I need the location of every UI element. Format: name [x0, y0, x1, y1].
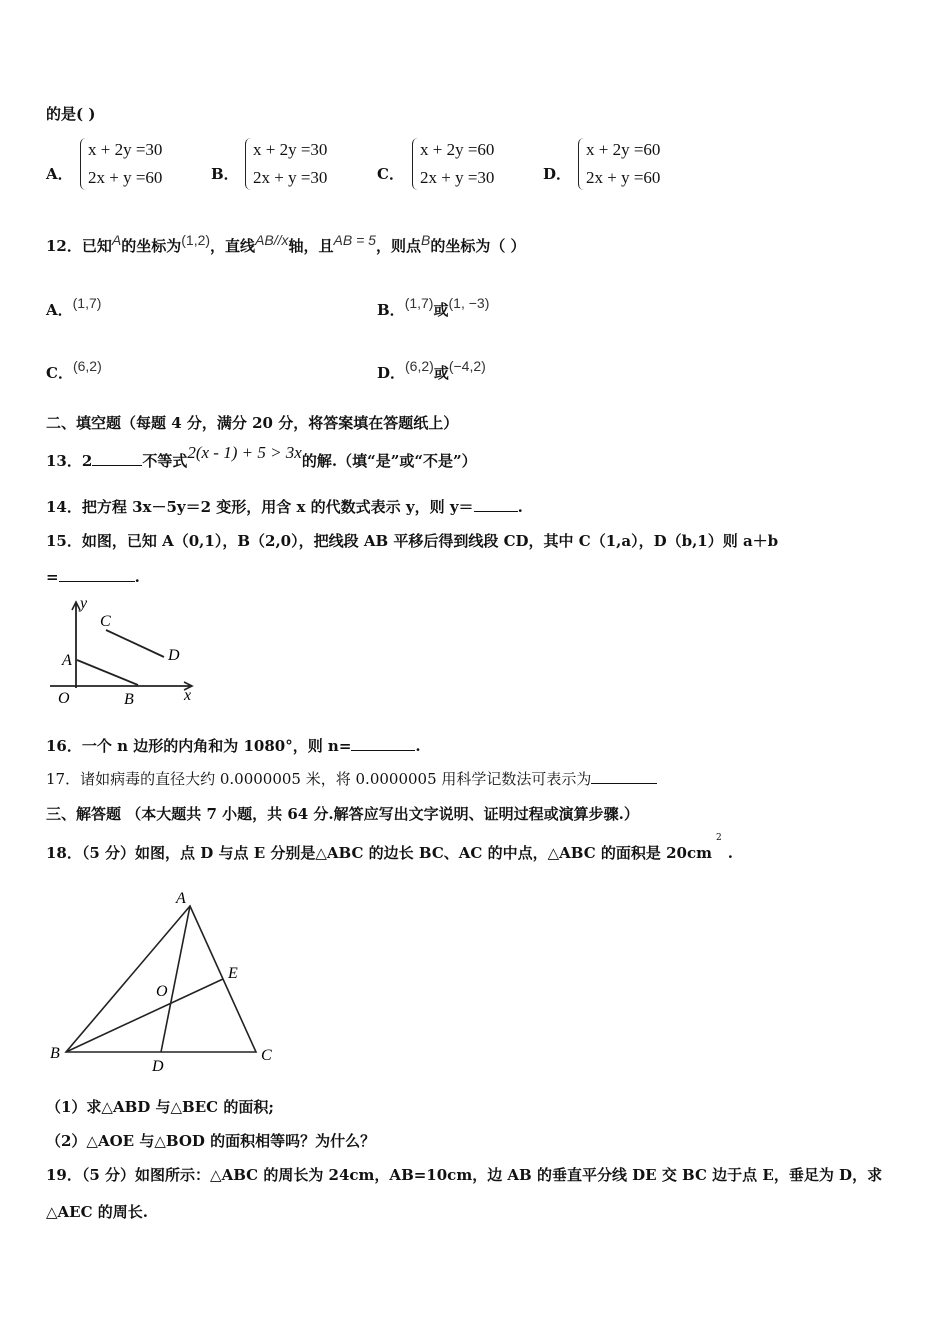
q15-label-o: O: [58, 690, 70, 707]
q12-option-d-coord2: (−4,2): [448, 358, 486, 374]
q18-part-2: （2）△AOE 与△BOD 的面积相等吗？为什么？: [46, 1132, 376, 1150]
q12-option-d-or: 或: [433, 364, 449, 382]
q16-end: .: [415, 737, 421, 755]
q11-option-c-eq2: 2x + y =30: [420, 168, 495, 187]
q12-option-a-label: A．: [46, 301, 73, 319]
q15-figure: [44, 596, 204, 708]
q13-num: 13．: [46, 452, 82, 470]
q12-t6: 的坐标为（ ）: [430, 237, 526, 255]
q18-label-o: O: [156, 983, 168, 1000]
q15-eq-sign: =: [46, 568, 59, 586]
q12-point-a: A: [111, 232, 122, 248]
q12-point-b: B: [420, 232, 431, 248]
q18-median-be: [66, 979, 223, 1052]
q11-option-d-brace: [578, 138, 585, 190]
q15-label-a: A: [62, 652, 72, 669]
q14-end: .: [517, 498, 523, 516]
q18-text: 18．（5 分）如图，点 D 与点 E 分别是△ABC 的边长 BC、AC 的中点，△ABC 的面积是 20cm: [46, 844, 712, 862]
q12-option-b-coord2: (1, −3): [448, 295, 490, 311]
q17-blank[interactable]: [591, 769, 657, 784]
q12-num: 12．: [46, 237, 82, 255]
q13-t1: 不等式: [142, 452, 188, 470]
q15-label-d: D: [168, 647, 180, 664]
q12-t3: ，直线: [210, 237, 256, 255]
q14: [46, 496, 523, 517]
q11-option-a-label: A．: [46, 165, 73, 183]
q14-text: 14．把方程 3x－5y＝2 变形，用含 x 的代数式表示 y，则 y＝: [46, 498, 474, 516]
q12-option-c: [46, 358, 102, 383]
q12-option-d-label: D．: [377, 364, 406, 382]
q11-option-a-eq2: 2x + y =60: [88, 168, 163, 187]
q11-stem-end: 的是( ): [46, 105, 96, 123]
q15-segment-cd: [106, 630, 164, 657]
section-3-heading: 三、解答题 （本大题共 7 小题，共 64 分.解答应写出文字说明、证明过程或演算步骤.）: [46, 805, 639, 823]
q19-line-1: 19．（5 分）如图所示：△ABC 的周长为 24cm，AB=10cm，边 AB 的垂直平分线 DE 交 BC 边于点 E，垂足为 D，求: [46, 1166, 883, 1184]
q15-segment-ab: [77, 660, 138, 685]
q11-option-d-label: D．: [543, 165, 572, 183]
q18-end: .: [727, 844, 733, 862]
q18-label-a: A: [176, 890, 186, 907]
q12-option-c-label: C．: [46, 364, 73, 382]
q15-text: 15．如图，已知 A（0,1），B（2,0），把线段 AB 平移后得到线段 CD，其中 C（1,a），D（b,1）则 a＋b: [46, 532, 779, 550]
q12-t5: ，则点: [375, 237, 421, 255]
q13-inequality: 2(x - 1) + 5 > 3x: [187, 443, 302, 462]
q11-option-c-label: C．: [377, 165, 404, 183]
q15-end: .: [134, 568, 140, 586]
q11-option-b-eq2: 2x + y =30: [253, 168, 328, 187]
q15-blank[interactable]: [59, 567, 135, 582]
q11-option-d-eq2: 2x + y =60: [586, 168, 661, 187]
q16: [46, 735, 421, 756]
q15-label-c: C: [100, 613, 111, 630]
q18-label-e: E: [228, 965, 238, 982]
q12-t2: 的坐标为: [121, 237, 182, 255]
q17-text: 17．诸如病毒的直径大约 0.0000005 米，将 0.0000005 用科学记数法可表示为: [46, 770, 592, 788]
q19-line-2: △AEC 的周长.: [46, 1203, 148, 1221]
q18-label-d: D: [152, 1058, 164, 1075]
q16-blank[interactable]: [351, 736, 415, 751]
q12-stem: [46, 232, 526, 256]
q12-length: AB = 5: [333, 232, 376, 248]
q17: [46, 768, 657, 789]
q15-label-b: B: [124, 691, 134, 708]
q11-option-d-eq1: x + 2y =60: [586, 140, 661, 159]
q18-label-c: C: [261, 1047, 272, 1064]
q12-option-d: [377, 358, 486, 383]
q12-option-b-coord1: (1,7): [404, 295, 434, 311]
q11-option-b-eq1: x + 2y =30: [253, 140, 328, 159]
q12-option-a-coord: (1,7): [72, 295, 102, 311]
q16-text: 16．一个 n 边形的内角和为 1080°，则 n=: [46, 737, 352, 755]
q14-blank[interactable]: [474, 497, 518, 512]
q12-parallel: AB//x: [255, 232, 289, 248]
q12-t4: 轴，且: [288, 237, 334, 255]
q12-point-a-coord: (1,2): [181, 232, 211, 248]
q12-option-a: [46, 295, 102, 320]
q18-median-ad: [161, 906, 190, 1052]
q12-option-b-label: B．: [377, 301, 405, 319]
q13-blank[interactable]: [92, 451, 142, 466]
q11-option-a-eq1: x + 2y =30: [88, 140, 163, 159]
q18-figure: [44, 888, 284, 1078]
q18-superscript: 2: [715, 833, 722, 843]
q11-option-b-label: B．: [211, 165, 239, 183]
q13-t2: 的解.（填“是”或“不是”）: [301, 452, 477, 470]
q12-option-b: [377, 295, 490, 320]
q12-option-b-or: 或: [433, 301, 449, 319]
q15-label-y: y: [80, 595, 88, 612]
q15-label-x: x: [184, 687, 192, 704]
q13: [46, 443, 477, 471]
q13-answer: 2: [81, 452, 93, 470]
q12-t1: 已知: [81, 237, 112, 255]
q15-line2: [46, 567, 140, 586]
q18-label-b: B: [50, 1045, 60, 1062]
q11-option-b-brace: [245, 138, 252, 190]
q11-option-c-brace: [412, 138, 419, 190]
q12-option-c-coord: (6,2): [72, 358, 102, 374]
q11-option-a-brace: [80, 138, 87, 190]
q11-option-c-eq1: x + 2y =60: [420, 140, 495, 159]
q12-option-d-coord1: (6,2): [405, 358, 434, 374]
q18: [46, 833, 733, 863]
q18-part-1: （1）求△ABD 与△BEC 的面积;: [46, 1098, 274, 1116]
section-2-heading: 二、填空题（每题 4 分，满分 20 分，将答案填在答题纸上）: [46, 414, 459, 432]
